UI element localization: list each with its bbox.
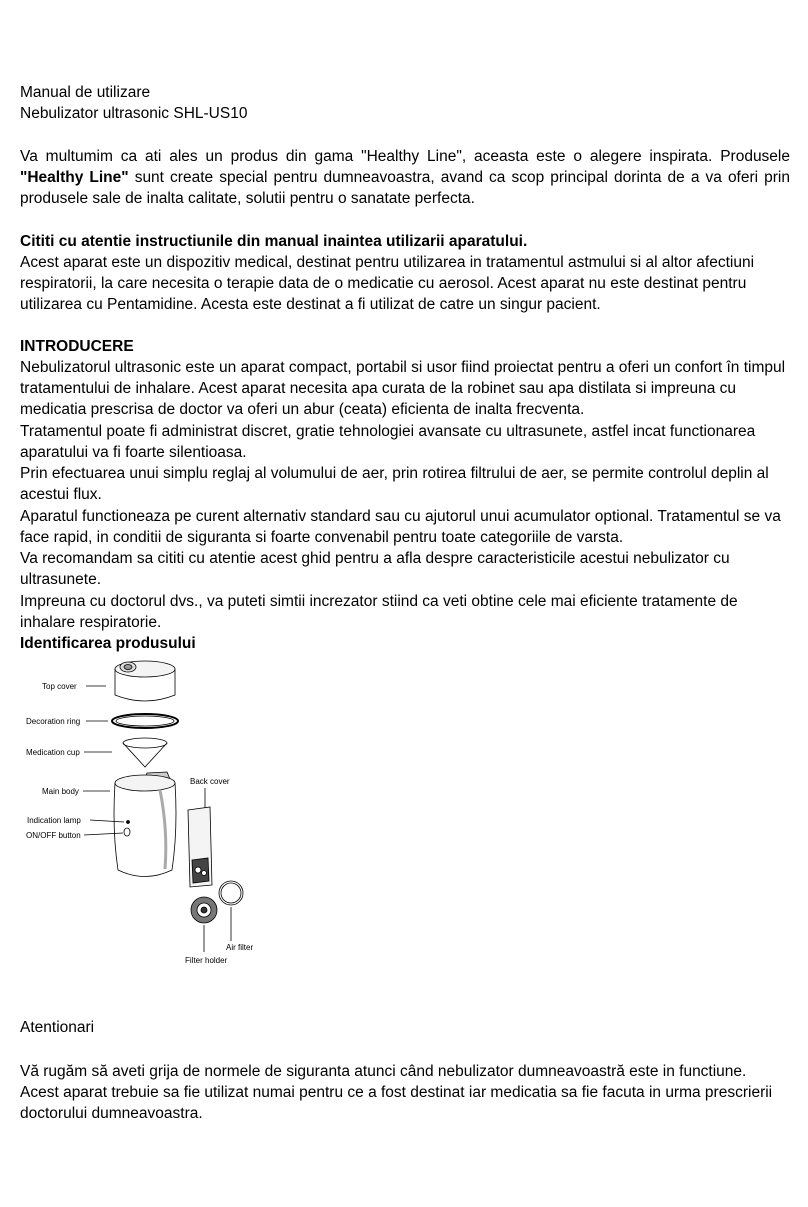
label-decoration-ring: Decoration ring [26, 717, 81, 726]
product-diagram [20, 655, 280, 975]
read-instructions-heading: Cititi cu atentie instructiunile din manual inaintea utilizarii aparatului. [20, 233, 528, 250]
safety-text-end: . [742, 1063, 747, 1080]
introducere-p5: Va recomandam sa cititi cu atentie acest ghid pentru a afla despre caracteristicile acestui nebulizator cu ultrasunete. [20, 550, 730, 589]
label-main-body: Main body [42, 787, 79, 796]
intro-text-end: sunt create special pentru dumneavoastra, avand ca scop principal dorinta de a va oferi prin produsele sale de inalta calitate, solutii pentru o sanatate perfecta. [20, 169, 791, 208]
decoration-ring-illustration [112, 714, 178, 728]
introducere-p4: Aparatul functioneaza pe curent alternativ standard sau cu ajutorul unui acumulator optional. Tratamentul se va face rapid, in conditii de siguranta si foarte convenabil pentru toate categoriile de varsta. [20, 508, 781, 547]
identification-heading: Identificarea produsului [20, 635, 196, 652]
introducere-p1: Nebulizatorul ultrasonic este un aparat compact, portabil si usor fiind proiectat pentru a oferi un confort în timpul tratamentului de inhalare. Acest aparat necesita apa curata de la robinet sau apa distilata si impreuna cu medicatia prescrisa de doctor va oferi un abur (ceata) eficienta de inalta frecventa. [20, 359, 786, 419]
medication-cup-illustration [123, 738, 167, 767]
label-medication-cup: Medication cup [26, 748, 80, 757]
brand-name: "Healthy Line" [20, 169, 129, 187]
atentionari-heading: Atentionari [20, 1019, 95, 1036]
label-top-cover: Top cover [42, 682, 77, 691]
intro-paragraph [20, 146, 790, 210]
introducere-p6: Impreuna cu doctorul dvs., va puteti simtii increzator stiind ca veti obtine cele mai eficiente tratamente de inhalare respiratorie. [20, 593, 738, 632]
main-body-illustration [114, 772, 176, 877]
label-air-filter: Air filter [226, 943, 254, 952]
document-title: Manual de utilizare [20, 84, 151, 101]
introducere-p3: Prin efectuarea unui simplu reglaj al volumului de aer, prin rotirea filtrului de aer, se permite controlul deplin al acestui flux. [20, 465, 769, 504]
introducere-heading: INTRODUCERE [20, 338, 134, 355]
safety-text: Vă rugăm să aveti grija de normele de siguranta atunci când nebulizator dumneavoastră este in functiune [20, 1063, 743, 1080]
intro-text: Va multumim ca ati ales un produs din gama "Healthy Line", aceasta este o alegere inspirata. Produsele [20, 148, 790, 165]
safety-paragraph [20, 1061, 790, 1082]
label-indication-lamp: Indication lamp [27, 816, 81, 825]
product-name: Nebulizator ultrasonic SHL-US10 [20, 105, 248, 122]
back-cover-illustration [188, 807, 212, 887]
label-back-cover: Back cover [190, 777, 230, 786]
top-cover-illustration [115, 661, 175, 701]
device-purpose-paragraph: Acest aparat este un dispozitiv medical, destinat pentru utilizarea in tratamentul astmului si al altor afectiuni respiratorii, la care necesita o terapie data de o medicatie cu aerosol. Acest aparat nu este destinat pentru utilizarea cu Pentamidine. Acesta este destinat a fi utilizat de catre un singur pacient. [20, 254, 755, 314]
filter-holder-illustration [191, 897, 217, 923]
introducere-p2: Tratamentul poate fi administrat discret, gratie tehnologiei avansate cu ultrasunete, astfel incat functionarea aparatului va fi foarte silentioasa. [20, 423, 756, 462]
label-filter-holder: Filter holder [185, 956, 228, 965]
air-filter-illustration [219, 881, 243, 905]
label-on-off-button: ON/OFF button [26, 831, 81, 840]
usage-paragraph: Acest aparat trebuie sa fie utilizat numai pentru ce a fost destinat iar medicatia sa fie facuta in urma prescrierii doctorului dumneavoastra. [20, 1084, 773, 1123]
